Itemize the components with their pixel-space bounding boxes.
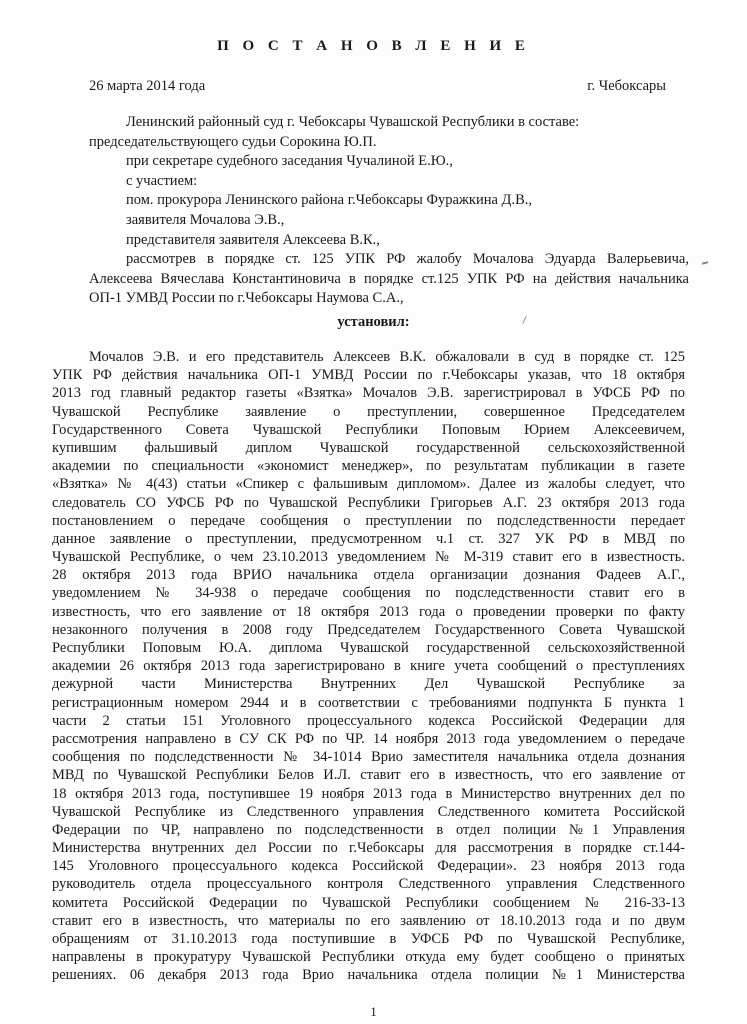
body-line: Чувашской Республике, о чем 23.10.2013 уведомлением № М-319 ставит его в известность. — [52, 549, 685, 566]
body-line: Мочалов Э.В. и его представитель Алексеев В.К. обжаловали в суд в порядке ст. 125 — [89, 349, 685, 365]
page-number: 1 — [370, 1004, 377, 1019]
intro-line: председательствующего судьи Сорокина Ю.П. — [89, 133, 377, 150]
document-date: 26 марта 2014 года — [89, 78, 206, 94]
section-heading: установил: — [337, 314, 410, 330]
body-line: 145 Уголовного процессуального кодекса Российской Федерации». 23 ноября 2013 года — [52, 858, 685, 875]
intro-line: Ленинский районный суд г. Чебоксары Чувашской Республики в составе: — [126, 114, 580, 130]
body-line: «Взятка» № 4(43) статьи «Спикер с фальшивым дипломом». Далее из жалобы следует, что — [52, 476, 685, 493]
body-line: руководитель отдела процессуального контроля Следственного управления Следственного — [52, 876, 685, 893]
intro-line: рассмотрев в порядке ст. 125 УПК РФ жалобу Мочалова Эдуарда Валерьевича, — [126, 251, 689, 268]
body-line: незаконного получения в 2008 году Председателем Государственного Совета Чувашской — [52, 621, 685, 638]
intro-line: при секретаре судебного заседания Чучалиной Е.Ю., — [126, 153, 453, 170]
body-line: УПК РФ действия начальника ОП-1 УМВД России по г.Чебоксары указав, что 18 октября — [52, 367, 685, 384]
body-line: уведомлением № 34-938 о передаче сообщения по подследственности ставит его в — [52, 585, 685, 602]
body-line: регистрационным номером 2944 и в соответствии с требованиями подпункта Б пункта 1 — [52, 694, 685, 711]
body-line: данное заявление о преступлении, предусмотренном ч.1 ст. 327 УК РФ в МВД по — [52, 530, 685, 547]
intro-line: Алексеева Вячеслава Константиновича в порядке ст.125 УПК РФ на действия начальника — [89, 270, 689, 287]
body-line: Республики Поповым Ю.А. диплома Чувашской государственной сельскохозяйственной — [52, 640, 685, 656]
body-line: известность, что его заявление от 18 октября 2013 года о проведении проверки по факту — [52, 603, 685, 620]
body-line: 18 октября 2013 года, поступившее 19 ноября 2013 года в Министерство внутренних дел по — [52, 785, 685, 802]
body-line: Министерства внутренних дел России по г.Чебоксары для рассмотрения в порядке ст.144- — [52, 840, 685, 857]
body-line: рассмотрения направлено в СУ СК РФ по ЧР. 14 ноября 2013 года уведомлением о передаче — [52, 730, 685, 747]
body-line: дежурной части Министерства Внутренних Дел Чувашской Республике за — [52, 676, 685, 693]
scan-mark — [702, 261, 708, 264]
intro-block — [89, 113, 689, 309]
document-city: г. Чебоксары — [587, 78, 666, 94]
body-line: обращениям от 31.10.2013 года поступившие в УФСБ РФ по Чувашской Республике, — [52, 931, 685, 947]
body-line: академии 26 октября 2013 года зарегистрировано в книге учета сообщений о преступлениях — [52, 658, 685, 675]
body-line: академии по специальности «экономист менеджер», по результатам публикации в газете — [52, 458, 685, 475]
intro-line: ОП-1 УМВД России по г.Чебоксары Наумова С.А., — [89, 290, 404, 307]
body-line: сообщения по подследственности № 34-1014 Врио заместителя начальника отдела дознания — [52, 749, 685, 766]
intro-line: пом. прокурора Ленинского района г.Чебоксары Фуражкина Д.В., — [126, 192, 532, 209]
intro-line: заявителя Мочалова Э.В., — [126, 211, 285, 228]
body-line: направлены в прокуратуру Чувашской Республики откуда ему будет сообщено о принятых — [52, 949, 685, 966]
body-line: Чувашской Республике из Следственного управления Следственного комитета Российской — [52, 803, 685, 820]
body-line: купившим фальшивый диплом Чувашской государственной сельскохозяйственной — [52, 439, 685, 456]
body-line: 28 октября 2013 года ВРИО начальника отдела организации дознания Фадеев А.Г., — [52, 567, 685, 584]
body-line: 2013 год главный редактор газеты «Взятка» Мочалов Э.В. зарегистрировал в УФСБ РФ по — [52, 385, 685, 402]
body-line: Государственного Совета Чувашской Республики Поповым Юрием Алексеевичем, — [52, 421, 685, 438]
body-line: решениях. 06 декабря 2013 года Врио начальника отдела полиции №1 Министерства — [52, 967, 685, 984]
body-line: части 2 статьи 151 Уголовного процессуального кодекса Российской Федерации для — [52, 712, 685, 729]
body-line: следователь СО УФСБ РФ по Чувашской Республики Григорьев А.Г. 23 октября 2013 года — [52, 494, 685, 511]
document-title: П О С Т А Н О В Л Е Н И Е — [217, 38, 530, 54]
body-line: Чувашской Республике заявление о преступлении, совершенное Председателем — [52, 403, 685, 420]
intro-line: представителя заявителя Алексеева В.К., — [126, 231, 380, 248]
body-text — [52, 348, 685, 985]
body-line: комитета Российской Федерации по Чувашской Республики сообщением № 216-33-13 — [52, 894, 685, 911]
intro-line: с участием: — [126, 172, 198, 189]
body-line: ставит его в известность, что материалы по его заявлению от 18.10.2013 года и по двум — [52, 912, 685, 929]
body-line: постановлением о передаче сообщения о преступлении по подследственности передает — [52, 512, 685, 529]
body-line: Федерации по ЧР, направлено по подследственности в отдел полиции №1 Управления — [52, 821, 685, 838]
body-line: МВД по Чувашской Республики Белов И.Л. ставит его в известность, что его заявление от — [52, 767, 685, 784]
